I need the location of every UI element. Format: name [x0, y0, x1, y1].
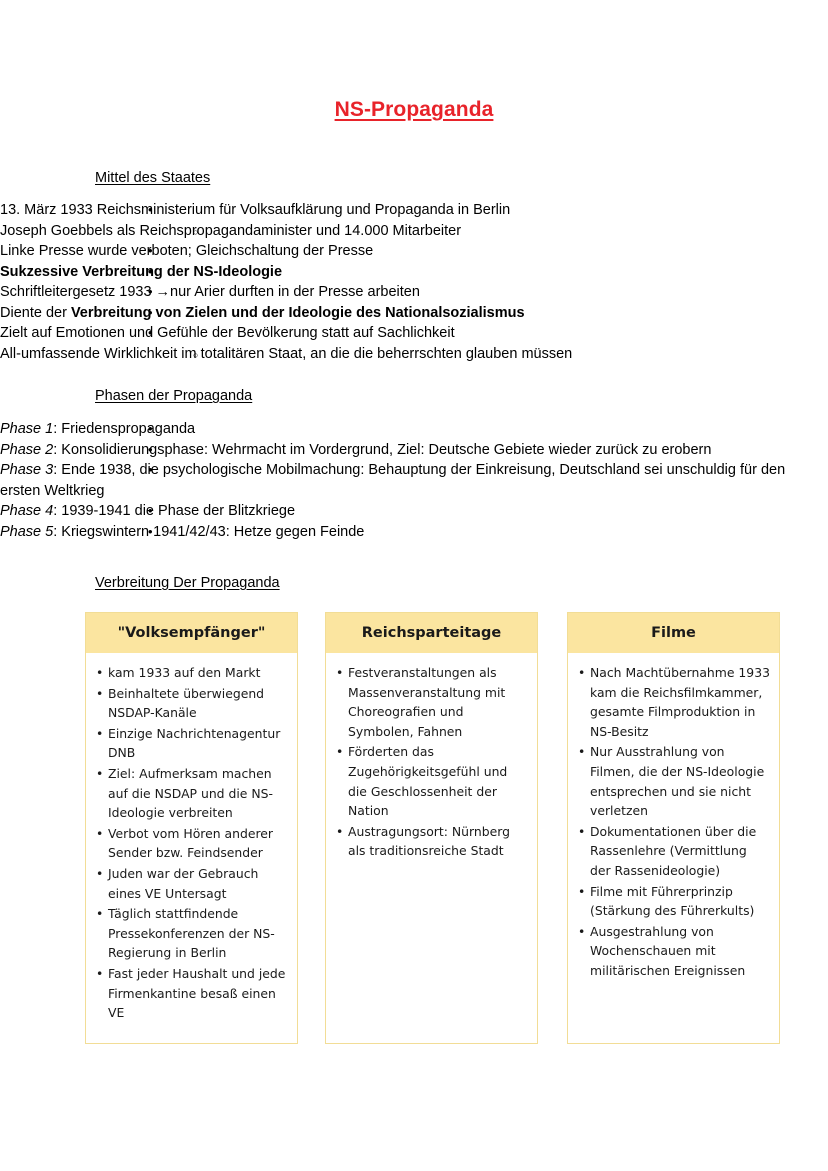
list-item: • Linke Presse wurde verboten; Gleichschaltung der Presse [0, 241, 828, 262]
list-item: ○ Joseph Goebbels als Reichspropagandaminister und 14.000 Mitarbeiter [0, 221, 828, 242]
list-item [0, 501, 828, 522]
card-group-verbreitung [85, 612, 783, 1044]
list-item: • 13. März 1933 Reichsministerium für Volksaufklärung und Propaganda in Berlin [0, 200, 828, 221]
card-title: Reichsparteitage [326, 613, 537, 653]
phase-text: : Ende 1938, die psychologische Mobilmachung: Behauptung der Einkreisung, Deutschland sei unschuldig für den ersten Weltkrieg [0, 462, 786, 499]
phase-text: : Konsolidierungsphase: Wehrmacht im Vordergrund, Ziel: Deutsche Gebiete wieder zurück zu erobern [53, 441, 712, 458]
card-reichsparteitage [325, 612, 538, 1044]
phase-text: : 1939-1941 die Phase der Blitzkriege [53, 503, 296, 519]
list-item: • Austragungsort: Nürnberg als traditionsreiche Stadt [336, 822, 529, 861]
section-heading-verbreitung-der-propaganda: Verbreitung Der Propaganda [95, 575, 280, 591]
list-item [0, 303, 828, 324]
bullet-list-phasen-der-propaganda [0, 419, 828, 542]
list-item [0, 419, 828, 440]
card-title: "Volksempfänger" [86, 613, 297, 653]
list-item: • Filme mit Führerprinzip (Stärkung des Führerkults) [578, 882, 771, 921]
list-item: ○ All-umfassende Wirklichkeit im totalitären Staat, an die die beherrschten glauben müssen [0, 344, 828, 365]
list-item: • Ziel: Aufmerksam machen auf die NSDAP und die NS-Ideologie verbreiten [96, 764, 289, 823]
list-item: • kam 1933 auf den Markt [96, 663, 289, 683]
list-item: • Förderten das Zugehörigkeitsgefühl und die Geschlossenheit der Nation [336, 742, 529, 820]
card-body [86, 653, 297, 1043]
list-item: • Täglich stattfindende Pressekonferenzen der NS-Regierung in Berlin [96, 904, 289, 963]
phase-label: Phase 1 [0, 421, 54, 437]
list-item: • Ausgestrahlung von Wochenschauen mit militärischen Ereignissen [578, 922, 771, 981]
phase-text: : Kriegswintern 1941/42/43: Hetze gegen Feinde [53, 523, 365, 540]
card-filme [567, 612, 780, 1044]
card-body [326, 653, 537, 1043]
card-bullet-list [578, 663, 771, 981]
list-item-text-emphasis: Verbreitung von Zielen und der Ideologie des Nationalsozialismus [70, 304, 525, 321]
list-item: • Einzige Nachrichtenagentur DNB [96, 724, 289, 763]
card-volksempfaenger [85, 612, 298, 1044]
phase-label: Phase 4 [0, 503, 54, 519]
list-item [0, 440, 828, 461]
list-item [0, 522, 828, 543]
list-item: • Nur Ausstrahlung von Filmen, die der NS-Ideologie entsprechen und sie nicht verletzen [578, 742, 771, 820]
bullet-list-mittel-des-staates [0, 200, 828, 364]
list-item: • Beinhaltete überwiegend NSDAP-Kanäle [96, 684, 289, 723]
list-item: • Verbot vom Hören anderer Sender bzw. Feindsender [96, 824, 289, 863]
phase-text: : Friedenspropaganda [53, 421, 196, 437]
card-body [568, 653, 779, 1043]
list-item-text-plain: Diente der [0, 304, 71, 321]
list-item: • Juden war der Gebrauch eines VE Untersagt [96, 864, 289, 903]
list-item: • Zielt auf Emotionen und Gefühle der Bevölkerung statt auf Sachlichkeit [0, 323, 828, 344]
card-title: Filme [568, 613, 779, 653]
phase-label: Phase 5 [0, 523, 54, 540]
card-bullet-list [96, 663, 289, 1023]
list-item: • Nach Machtübernahme 1933 kam die Reichsfilmkammer, gesamte Filmproduktion in NS-Besitz [578, 663, 771, 741]
card-bullet-list [336, 663, 529, 861]
phase-label: Phase 3 [0, 462, 54, 478]
section-heading-phasen-der-propaganda: Phasen der Propaganda [95, 388, 253, 404]
section-heading-mittel-des-staates: Mittel des Staates [95, 170, 211, 186]
list-item: • Dokumentationen über die Rassenlehre (Vermittlung der Rassenideologie) [578, 822, 771, 881]
list-item: • Sukzessive Verbreitung der NS-Ideologie [0, 262, 828, 283]
phase-label: Phase 2 [0, 441, 54, 458]
list-item: • Schriftleitergesetz 1933 →nur Arier durften in der Presse arbeiten [0, 282, 828, 303]
list-item [0, 460, 828, 501]
list-item: • Fast jeder Haushalt und jede Firmenkantine besaß einen VE [96, 964, 289, 1023]
list-item: • Festveranstaltungen als Massenveranstaltung mit Choreografien und Symbolen, Fahnen [336, 663, 529, 741]
page-title: NS-Propaganda [334, 98, 494, 121]
